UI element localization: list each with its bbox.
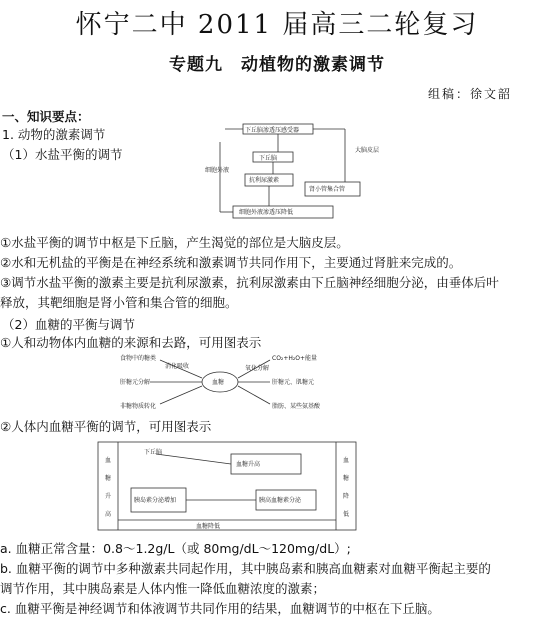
- sugar-regulation-diagram: [96, 440, 358, 532]
- item-1-heading: 1. 动物的激素调节: [2, 127, 106, 142]
- reg-left-col-1: 血: [105, 457, 112, 464]
- sugar-source-diagram: [120, 352, 320, 414]
- water-note-4: 释放，其靶细胞是肾小管和集合管的细胞。: [0, 295, 238, 310]
- reg-top-mid: 下丘脑: [144, 449, 163, 456]
- sugar-glycogen-label: 肝糖元分解: [120, 379, 151, 386]
- author-line: 组稿：徐文韶: [428, 87, 513, 101]
- reg-left-col-3: 升: [105, 493, 112, 500]
- water-balance-diagram: [205, 122, 385, 222]
- reg-left-box: 胰岛素分泌增加: [134, 497, 177, 504]
- item-1-1-heading: （1）水盐平衡的调节: [2, 147, 123, 162]
- page-title: 怀宁二中 2011 届高三二轮复习: [75, 10, 479, 40]
- sugar-fat-label: 脂肪、某些氨基酸: [272, 403, 320, 410]
- sugar-source-intro: ①人和动物体内血糖的来源和去路，可用图表示: [0, 335, 262, 350]
- item-1-2-heading: （2）血糖的平衡与调节: [2, 317, 135, 332]
- water-left-label: 细胞外液: [205, 167, 230, 174]
- sugar-ox-label: 氧化分解: [245, 365, 270, 372]
- reg-bottom: 血糖降低: [196, 523, 221, 530]
- water-note-3: ③调节水盐平衡的激素主要是抗利尿激素，抗利尿激素由下丘脑神经细胞分泌，由垂体后叶: [0, 275, 499, 290]
- reg-left-col-2: 糖: [105, 475, 112, 482]
- reg-right-col-1: 血: [343, 457, 350, 464]
- reg-top-right: 血糖升高: [236, 461, 261, 468]
- reg-right-col-2: 糖: [343, 475, 350, 482]
- note-c: c. 血糖平衡是神经调节和体液调节共同作用的结果，血糖调节的中枢在下丘脑。: [0, 601, 440, 616]
- sugar-convert-label: 非糖物质转化: [120, 403, 157, 410]
- water-note-2: ②水和无机盐的平衡是在神经系统和激素调节共同作用下，主要通过肾脏来完成的。: [0, 255, 462, 270]
- reg-right-col-3: 降: [343, 493, 350, 500]
- water-box-label: 抗利尿激素: [249, 177, 280, 184]
- water-bottom-label: 细胞外液渗透压降低: [239, 209, 294, 216]
- note-a: a. 血糖正常含量：0.8～1.2g/L（或 80mg/dL～120mg/dL）;: [0, 541, 351, 556]
- sugar-center-label: 血糖: [212, 379, 225, 386]
- page-subtitle: 专题九 动植物的激素调节: [169, 55, 385, 75]
- water-mid-label: 下丘脑: [259, 155, 278, 162]
- section-heading: 一、知识要点：: [2, 109, 90, 124]
- sugar-co2-label: CO₂+H₂O+能量: [272, 355, 318, 362]
- reg-left-col-4: 高: [105, 511, 112, 518]
- sugar-digest-label: 消化吸收: [165, 363, 190, 370]
- note-b-line1: b. 血糖平衡的调节中多种激素共同起作用，其中胰岛素和胰高血糖素对血糖平衡起主要的: [0, 561, 491, 576]
- water-kidney-label: 肾小管集合管: [309, 186, 346, 193]
- water-note-1: ①水盐平衡的调节中枢是下丘脑，产生渴觉的部位是大脑皮层。: [0, 235, 349, 250]
- sugar-store-label: 肝糖元、肌糖元: [272, 379, 315, 386]
- reg-right-col-4: 低: [343, 511, 350, 518]
- water-top-label: 下丘脑渗透压感受器: [245, 127, 300, 134]
- sugar-food-label: 食物中的糖类: [120, 355, 157, 362]
- reg-right-box: 胰高血糖素分泌: [259, 497, 302, 504]
- note-b-line2: 调节作用，其中胰岛素是人体内惟一降低血糖浓度的激素；: [0, 581, 326, 596]
- sugar-regulation-intro: ②人体内血糖平衡的调节，可用图表示: [0, 419, 212, 434]
- water-right-label: 大脑皮层: [355, 147, 380, 154]
